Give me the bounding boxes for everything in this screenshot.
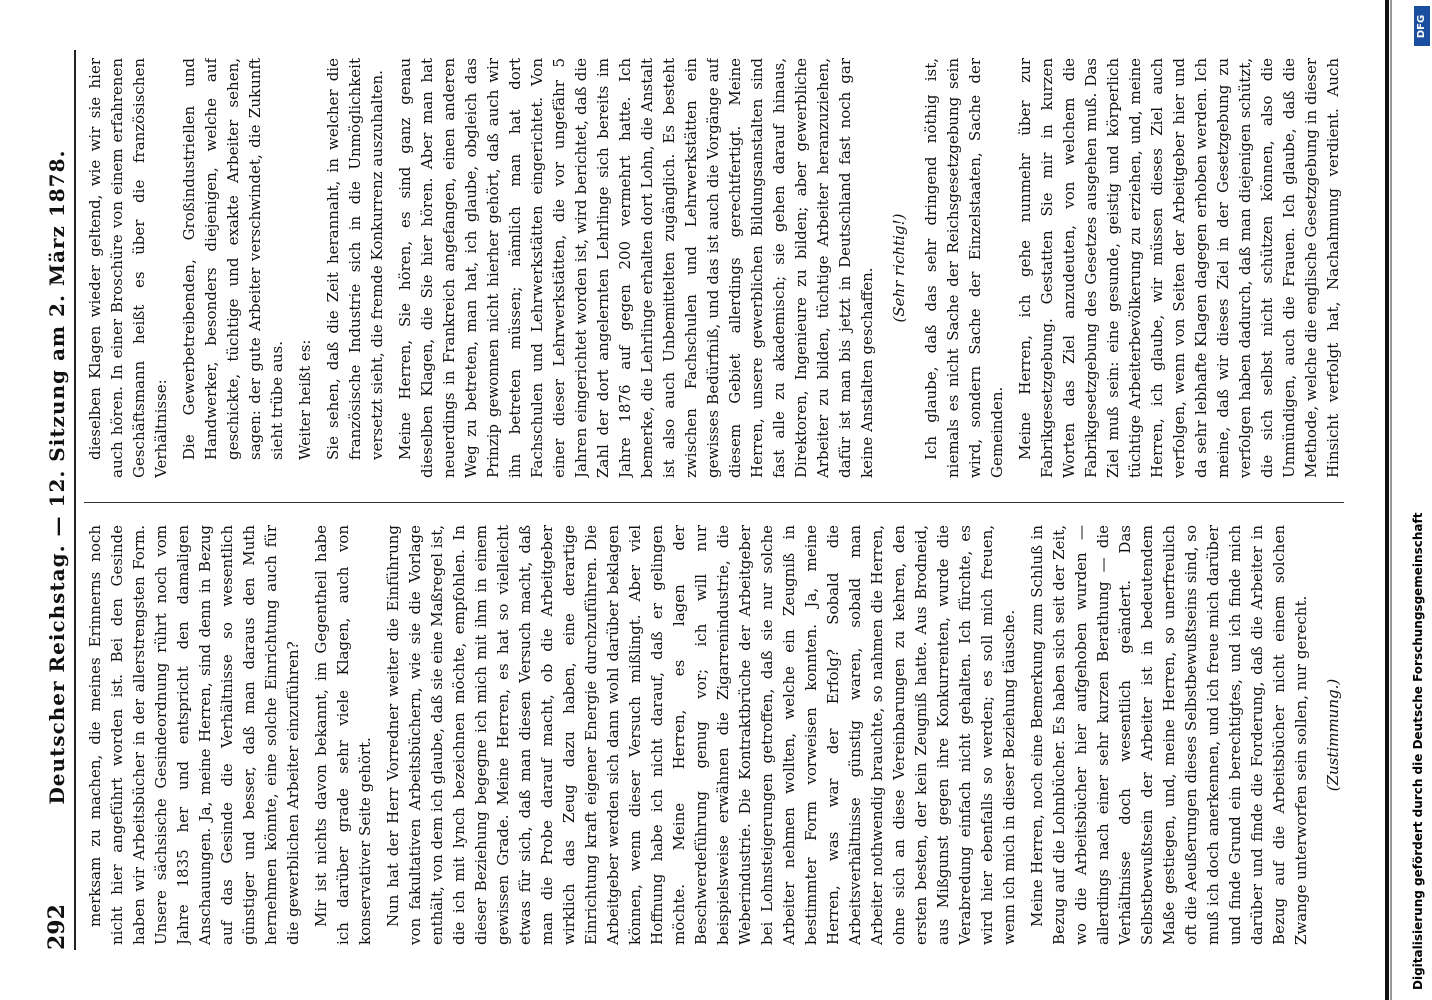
paragraph: Mir ist nichts davon bekannt, im Gegentheil habe ich darüber grade sehr viele Klagen, auch von konservativer Seite gehört. [312,525,374,945]
quotation: Die Gewerbetreibenden, Großindustriellen und Handwerker, besonders diejenigen, welche auf geschickte, tüchtige und exakte Arbeiter sehen, sagen: der gute Arbeiter verschwindet, die Zukunft sieht trübe aus. [180,58,286,460]
interjection: (Sehr richtig!) [890,213,908,323]
quotation: Sie sehen, daß die Zeit herannaht, in welcher die französische Industrie sich in die Unmöglichkeit versetzt sieht, die fremde Konkurrenz auszuhalten. [324,58,386,460]
credit-text: Digitalisierung gefördert durch die Deutsche Forschungsgemeinschaft [1411,512,1425,990]
dfg-logo-text: DFG [1416,14,1428,38]
right-column [84,58,1344,478]
paragraph: Meine Herren, ich gehe nunmehr über zur Fabrikgesetzgebung. Gestatten Sie mir in kurzen Worten das Ziel anzudeuten, von welchem die Fabrikgesetzgebung des Gesetzes ausgehen muß. Das Ziel muß sein: eine gesunde, geistig und körperlich tüchtige Arbeiterbevölkerung zu erziehen, und, meine Herren, ich glaube, wir müssen dieses Ziel auch verfolgen, wenn von Seiten der Arbeitgeber hier und da sehr lebhafte Klagen dagegen erhoben werden. Ich meine, daß wir dieses Ziel in der Gesetzgebung zu verfolgen haben dadurch, daß man diejenigen schützt, die sich selbst nicht schützen können, also die Unmündigen, auch die Frauen. Ich glaube, daß die Methode, welche die englische Gesetzgebung in dieser Hinsicht verfolgt hat, Nachahmung verdient. Auch [1016,58,1342,478]
running-title [45,50,69,904]
paragraph: Weiter heißt es: [296,339,314,460]
page-number: 292 [44,904,70,950]
paragraph: Ich glaube, daß das sehr dringend nöthig ist, niemals es nicht Sache der Reichsgesetzgebung sein wird, sondern Sache der Einzelstaaten, Sache der Gemeinden. [922,58,1006,478]
left-column [84,525,1344,945]
running-head [40,50,76,950]
interjection: (Zustimmung.) [1324,678,1342,792]
scan-edge-shadow [1390,0,1392,1000]
column-divider [84,502,1344,503]
paragraph: Meine Herren, Sie hören, es sind ganz genau dieselben Klagen, die Sie hier hören. Aber man hat neuerdings in Frankreich angefangen, einen anderen Weg zu betreten, man hat, ich glaube, obgleich das Prinzip gewonnen nicht hierher gehört, daß auch wir ihn betreten müssen; nämlich man hat dort Fachschulen und Lehrwerkstätten eingerichtet. Von einer dieser Lehrwerkstätten, die vor ungefähr 5 Jahren eingerichtet worden ist, wird berichtet, daß die Zahl der dort angelernten Lehrlinge sich bereits im Jahre 1876 auf gegen 200 vermehrt hatte. Ich bemerke, die Lehrlinge erhalten dort Lohn, die Anstalt ist also auch Unbemittelten zugänglich. Es besteht zwischen Fachschulen und Lehrwerkstätten ein gewisses Bedürfniß, und das ist auch die Vorgänge auf diesem Gebiet allerdings gerechtfertigt. Meine Herren, unsere gewerblichen Bildungsanstalten sind fast alle zu akademisch; sie gehen darauf hinaus, Direktoren, Ingenieure zu bilden; aber gewerbliche Arbeiter zu bilden, tüchtige Arbeiter heranzuziehen, dafür ist man bis jetzt in Deutschland fast noch gar keine Anstalten geschaffen. [396,58,876,478]
digitization-credit [1393,0,1432,1000]
paragraph: merksam zu machen, die meines Erinnerns noch nicht hier angeführt worden ist. Bei den Gesinde haben wir Arbeitsbücher in der allerstrengsten Form. Unsere sächsische Gesindeordnung rührt noch vom Jahre 1835 her und entspricht den damaligen Anschauungen. Ja, meine Herren, sind denn in Bezug auf das Gesinde die Verhältnisse so wesentlich günstiger und besser, daß man daraus den Muth hernehmen könnte, eine solche Einrichtung auch für die gewerblichen Arbeiter einzuführen? [86,525,302,945]
scan-edge [1385,0,1389,1000]
session-date: — 12. Sitzung am 2. März 1878. [45,149,69,537]
dfg-logo [1414,6,1430,46]
paragraph: dieselben Klagen wieder geltend, wie wir sie hier auch hören. In einer Broschüre von einem erfahrenen Geschäftsmann heißt es über die französischen Verhältnisse: [86,58,170,478]
publication-name: Deutscher Reichstag. [45,544,69,805]
paragraph: Nun hat der Herr Vorredner weiter die Einführung von fakultativen Arbeitsbüchern, wie sie die Vorlage enthält, von dem ich glaube, daß sie eine Maßregel ist, die ich mit lynch bezeichnen möchte, empfohlen. In dieser Beziehung begegne ich mich mit ihm in einem gewissen Grade. Meine Herren, es hat so vielleicht etwas für sich, daß man diesen Versuch macht, daß man die Probe darauf macht, ob die Arbeitgeber wirklich das Zeug dazu haben, eine derartige Einrichtung kraft eigener Energie durchzuführen. Die Arbeitgeber werden sich dann wohl darüber beklagen können, wenn dieser Versuch mißlingt. Aber viel Hoffnung habe ich nicht darauf, daß er gelingen möchte. Meine Herren, es lagen der Beschwerdeführung genug vor; ich will nur beispielsweise erwähnen die Zigarrenindustrie, die Weberindustrie. Die Kontraktbrüche der Arbeitgeber bei Lohnsteigerungen getroffen, daß sie nur solche Arbeiter nehmen wollten, welche ein Zeugniß in bestimmter Form vorweisen konnten. Ja, meine Herren, was war der Erfolg? Sobald die Arbeitsverhältnisse günstig waren, sobald man Arbeiter nothwendig brauchte, so nahmen die Herren, ohne sich an diese Vereinbarungen zu kehren, den ersten besten, der kein Zeugniß hatte. Aus Brodneid, aus Mißgunst gegen ihre Konkurrenten, wurde die Verabredung einfach nicht gehalten. Ich fürchte, es wird hier ebenfalls so werden; es soll mich freuen, wenn ich mich in dieser Beziehung täusche. [384,525,1018,945]
paragraph: Meine Herren, noch eine Bemerkung zum Schluß in Bezug auf die Lohnbücher. Es haben sich seit der Zeit, wo die Arbeitsbücher hier aufgehoben wurden — allerdings nach einer sehr kurzen Berathung — die Verhältnisse doch wesentlich geändert. Das Selbstbewußtsein der Arbeiter ist in bedeutendem Maße gestiegen, und, meine Herren, so unerfreulich oft die Aeußerungen dieses Selbstbewußtseins sind, so muß ich doch anerkennen, und ich freue mich darüber und finde Grund ein berechtigtes, und ich finde mich darüber und finde die Forderung, daß die Arbeiter in Bezug auf die Arbeitsbücher nicht einem solchen Zwange unterworfen sein sollen, nur gerecht. [1028,525,1310,945]
